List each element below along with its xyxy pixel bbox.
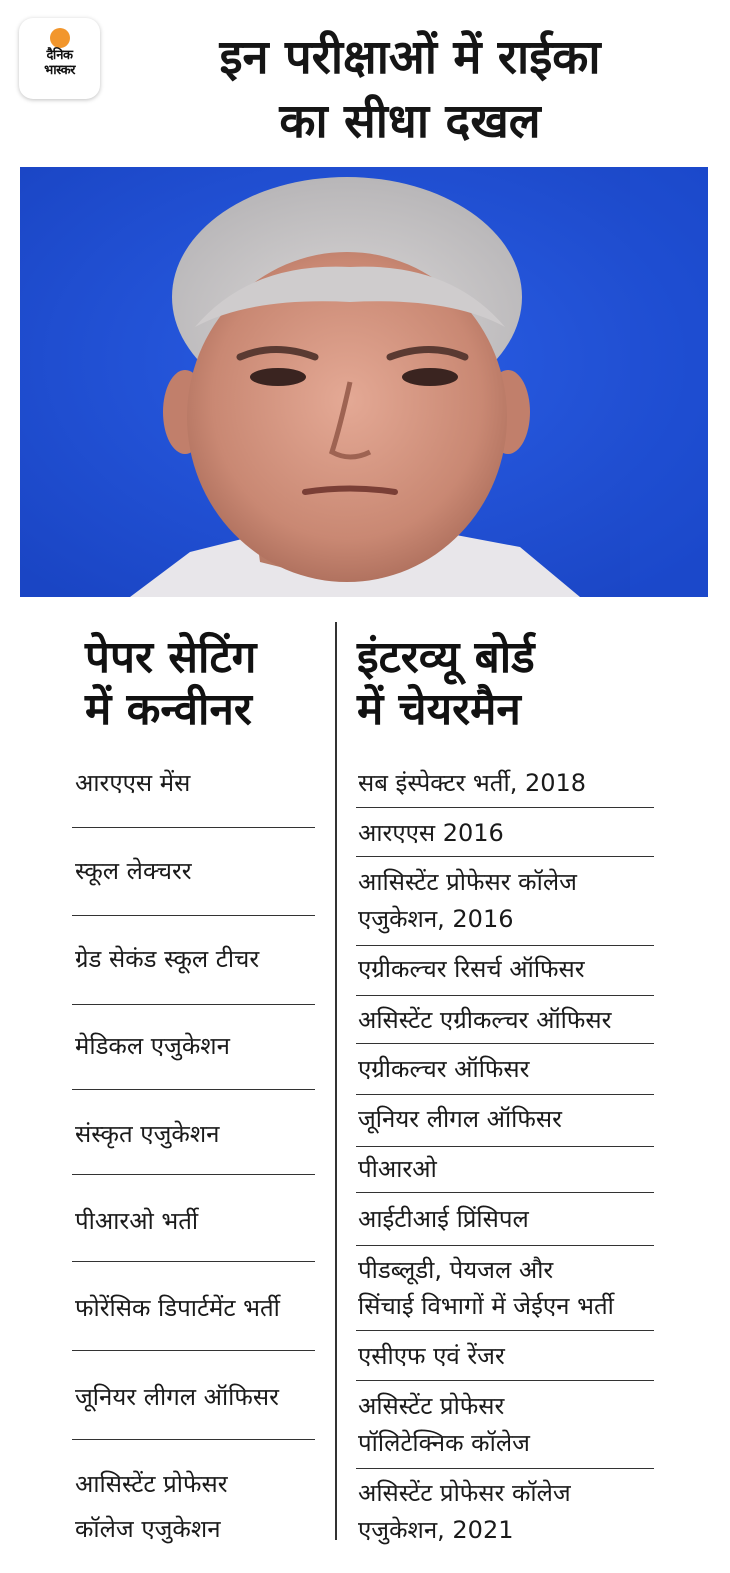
left-list-item: जूनियर लीगल ऑफिसर (75, 1383, 279, 1411)
left-list-item: मेडिकल एजुकेशन (75, 1032, 230, 1060)
right-list-item: एसीएफ एवं रेंजर (358, 1342, 505, 1370)
left-row-divider (72, 915, 315, 916)
right-row-divider (356, 945, 654, 946)
headline (110, 26, 710, 154)
left-list-item: संस्कृत एजुकेशन (75, 1120, 220, 1148)
right-row-divider (356, 856, 654, 857)
right-list-item: सिंचाई विभागों में जेईएन भर्ती (358, 1292, 614, 1320)
left-column-heading (85, 632, 256, 736)
right-list-item: असिस्टेंट प्रोफेसर कॉलेज (358, 1479, 571, 1507)
right-row-divider (356, 1192, 654, 1193)
right-row-divider (356, 1330, 654, 1331)
left-row-divider (72, 1004, 315, 1005)
headline-line-1: इन परीक्षाओं में राईका (219, 30, 601, 85)
right-row-divider (356, 1043, 654, 1044)
right-row-divider (356, 1380, 654, 1381)
logo-line-1: दैनिक (46, 48, 73, 63)
right-column-heading (357, 632, 535, 736)
left-list-item: ग्रेड सेकंड स्कूल टीचर (75, 945, 260, 973)
left-list-item: फोरेंसिक डिपार्टमेंट भर्ती (75, 1294, 280, 1322)
right-list-item: असिस्टेंट प्रोफेसर (358, 1392, 505, 1420)
left-row-divider (72, 1261, 315, 1262)
right-heading-line-2: में चेयरमैन (357, 684, 521, 735)
right-list-item: एग्रीकल्चर ऑफिसर (358, 1055, 530, 1083)
right-list-item: आईटीआई प्रिंसिपल (358, 1205, 529, 1233)
left-list-item: आरएएस मेंस (75, 769, 191, 797)
left-row-divider (72, 1089, 315, 1090)
right-list-item: आरएएस 2016 (358, 819, 504, 847)
right-list-item: आसिस्टेंट प्रोफेसर कॉलेज (358, 868, 577, 896)
right-row-divider (356, 1094, 654, 1095)
right-row-divider (356, 995, 654, 996)
left-heading-line-1: पेपर सेटिंग (85, 632, 257, 683)
right-list-item: पीआरओ (358, 1155, 437, 1183)
headline-line-2: का सीधा दखल (279, 94, 541, 149)
right-row-divider (356, 807, 654, 808)
left-heading-line-2: में कन्वीनर (85, 684, 252, 735)
brand-logo (19, 18, 100, 99)
right-row-divider (356, 1146, 654, 1147)
left-list-item: स्कूल लेक्चरर (75, 857, 192, 885)
right-list-item: सब इंस्पेक्टर भर्ती, 2018 (358, 769, 587, 797)
right-list-item: एजुकेशन, 2016 (358, 905, 514, 933)
right-heading-line-1: इंटरव्यू बोर्ड (357, 632, 535, 683)
portrait-image (20, 167, 708, 597)
column-divider (335, 622, 337, 1540)
right-list-item: पॉलिटेक्निक कॉलेज (358, 1429, 530, 1457)
right-row-divider (356, 1468, 654, 1469)
left-list-item: कॉलेज एजुकेशन (75, 1515, 221, 1543)
logo-line-2: भास्कर (44, 63, 75, 78)
right-list-item: जूनियर लीगल ऑफिसर (358, 1105, 562, 1133)
left-row-divider (72, 827, 315, 828)
left-row-divider (72, 1350, 315, 1351)
right-row-divider (356, 1245, 654, 1246)
portrait-photo (20, 167, 708, 597)
right-list-item: पीडब्लूडी, पेयजल और (358, 1256, 554, 1284)
right-list-item: असिस्टेंट एग्रीकल्चर ऑफिसर (358, 1006, 612, 1034)
left-row-divider (72, 1439, 315, 1440)
right-list-item: एजुकेशन, 2021 (358, 1516, 514, 1544)
left-list-item: आसिस्टेंट प्रोफेसर (75, 1470, 228, 1498)
logo-sun-icon (50, 28, 70, 48)
left-list-item: पीआरओ भर्ती (75, 1207, 199, 1235)
left-row-divider (72, 1174, 315, 1175)
right-list-item: एग्रीकल्चर रिसर्च ऑफिसर (358, 955, 585, 983)
